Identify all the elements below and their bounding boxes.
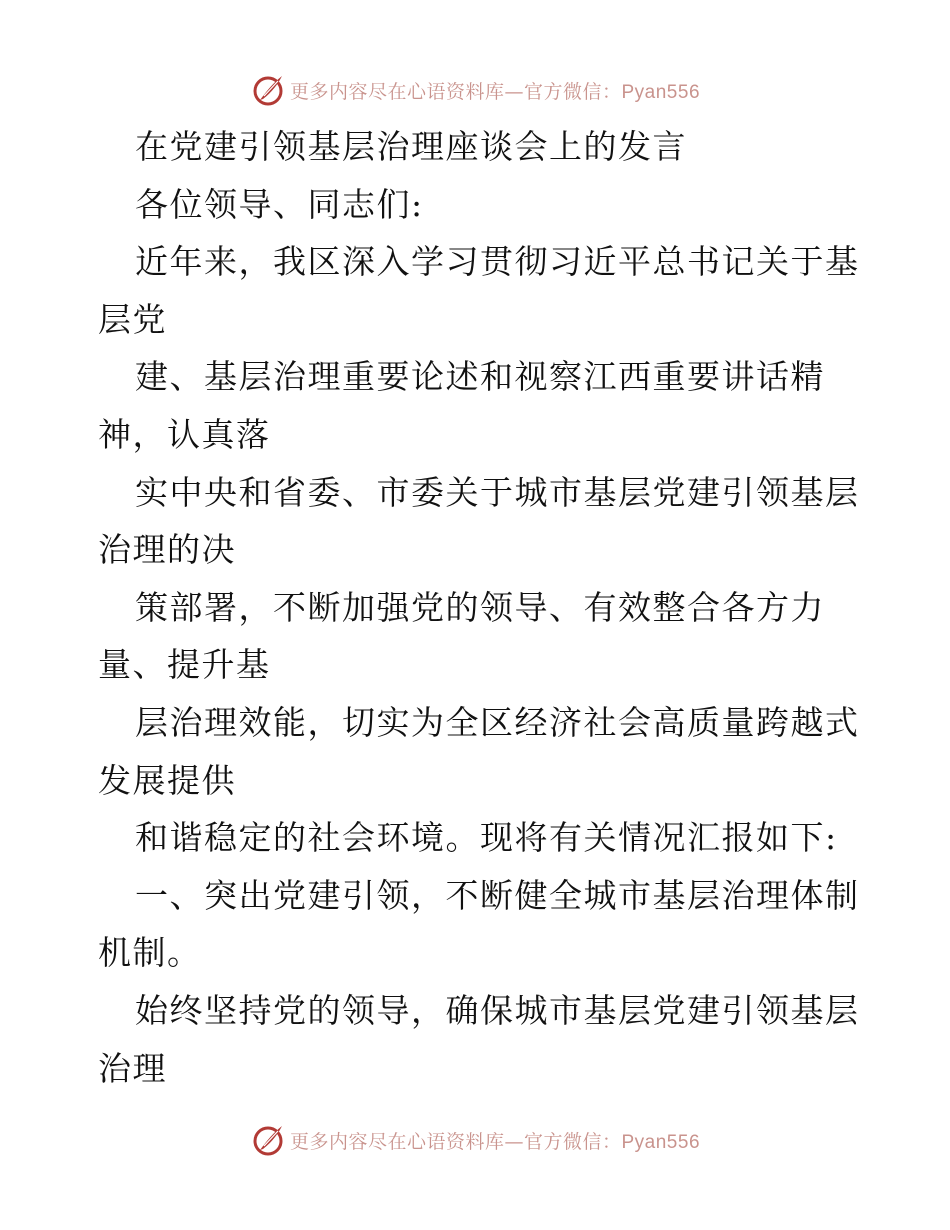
watermark-text (290, 77, 700, 104)
footer-watermark (0, 1120, 950, 1160)
document-line: 近年来，我区深入学习贯彻习近平总书记关于基 (135, 242, 860, 282)
document-line: 量、提升基 (98, 645, 271, 685)
document-line: 层党 (98, 299, 167, 339)
document-line: 机制。 (98, 933, 202, 973)
document-line: 在党建引领基层治理座谈会上的发言 (135, 127, 687, 166)
quill-logo-icon (250, 1122, 286, 1158)
document-line: 神，认真落 (98, 414, 271, 454)
document-line: 始终坚持党的领导，确保城市基层党建引领基层 (135, 990, 860, 1030)
document-line: 治理 (98, 1048, 167, 1088)
watermark-wechat-id: Pyan556 (621, 1131, 701, 1153)
watermark-wechat-id: Pyan556 (621, 81, 701, 103)
document-line: 治理的决 (98, 530, 236, 570)
quill-logo-icon (250, 72, 286, 108)
document-body (98, 118, 858, 1097)
watermark-label: 更多内容尽在心语资料库—官方微信： (289, 80, 622, 103)
document-line: 实中央和省委、市委关于城市基层党建引领基层 (135, 472, 860, 512)
document-line: 建、基层治理重要论述和视察江西重要讲话精 (135, 357, 825, 397)
document-line: 一、突出党建引领，不断健全城市基层治理体制 (135, 875, 860, 915)
document-line: 和谐稳定的社会环境。现将有关情况汇报如下: (135, 818, 838, 858)
document-line: 层治理效能，切实为全区经济社会高质量跨越式 (135, 702, 860, 742)
header-watermark (0, 70, 950, 110)
document-line: 发展提供 (98, 760, 236, 800)
watermark-text (290, 1127, 700, 1154)
watermark-label: 更多内容尽在心语资料库—官方微信： (289, 1130, 622, 1153)
document-line: 各位领导、同志们: (135, 184, 424, 224)
document-line: 策部署，不断加强党的领导、有效整合各方力 (135, 587, 825, 627)
